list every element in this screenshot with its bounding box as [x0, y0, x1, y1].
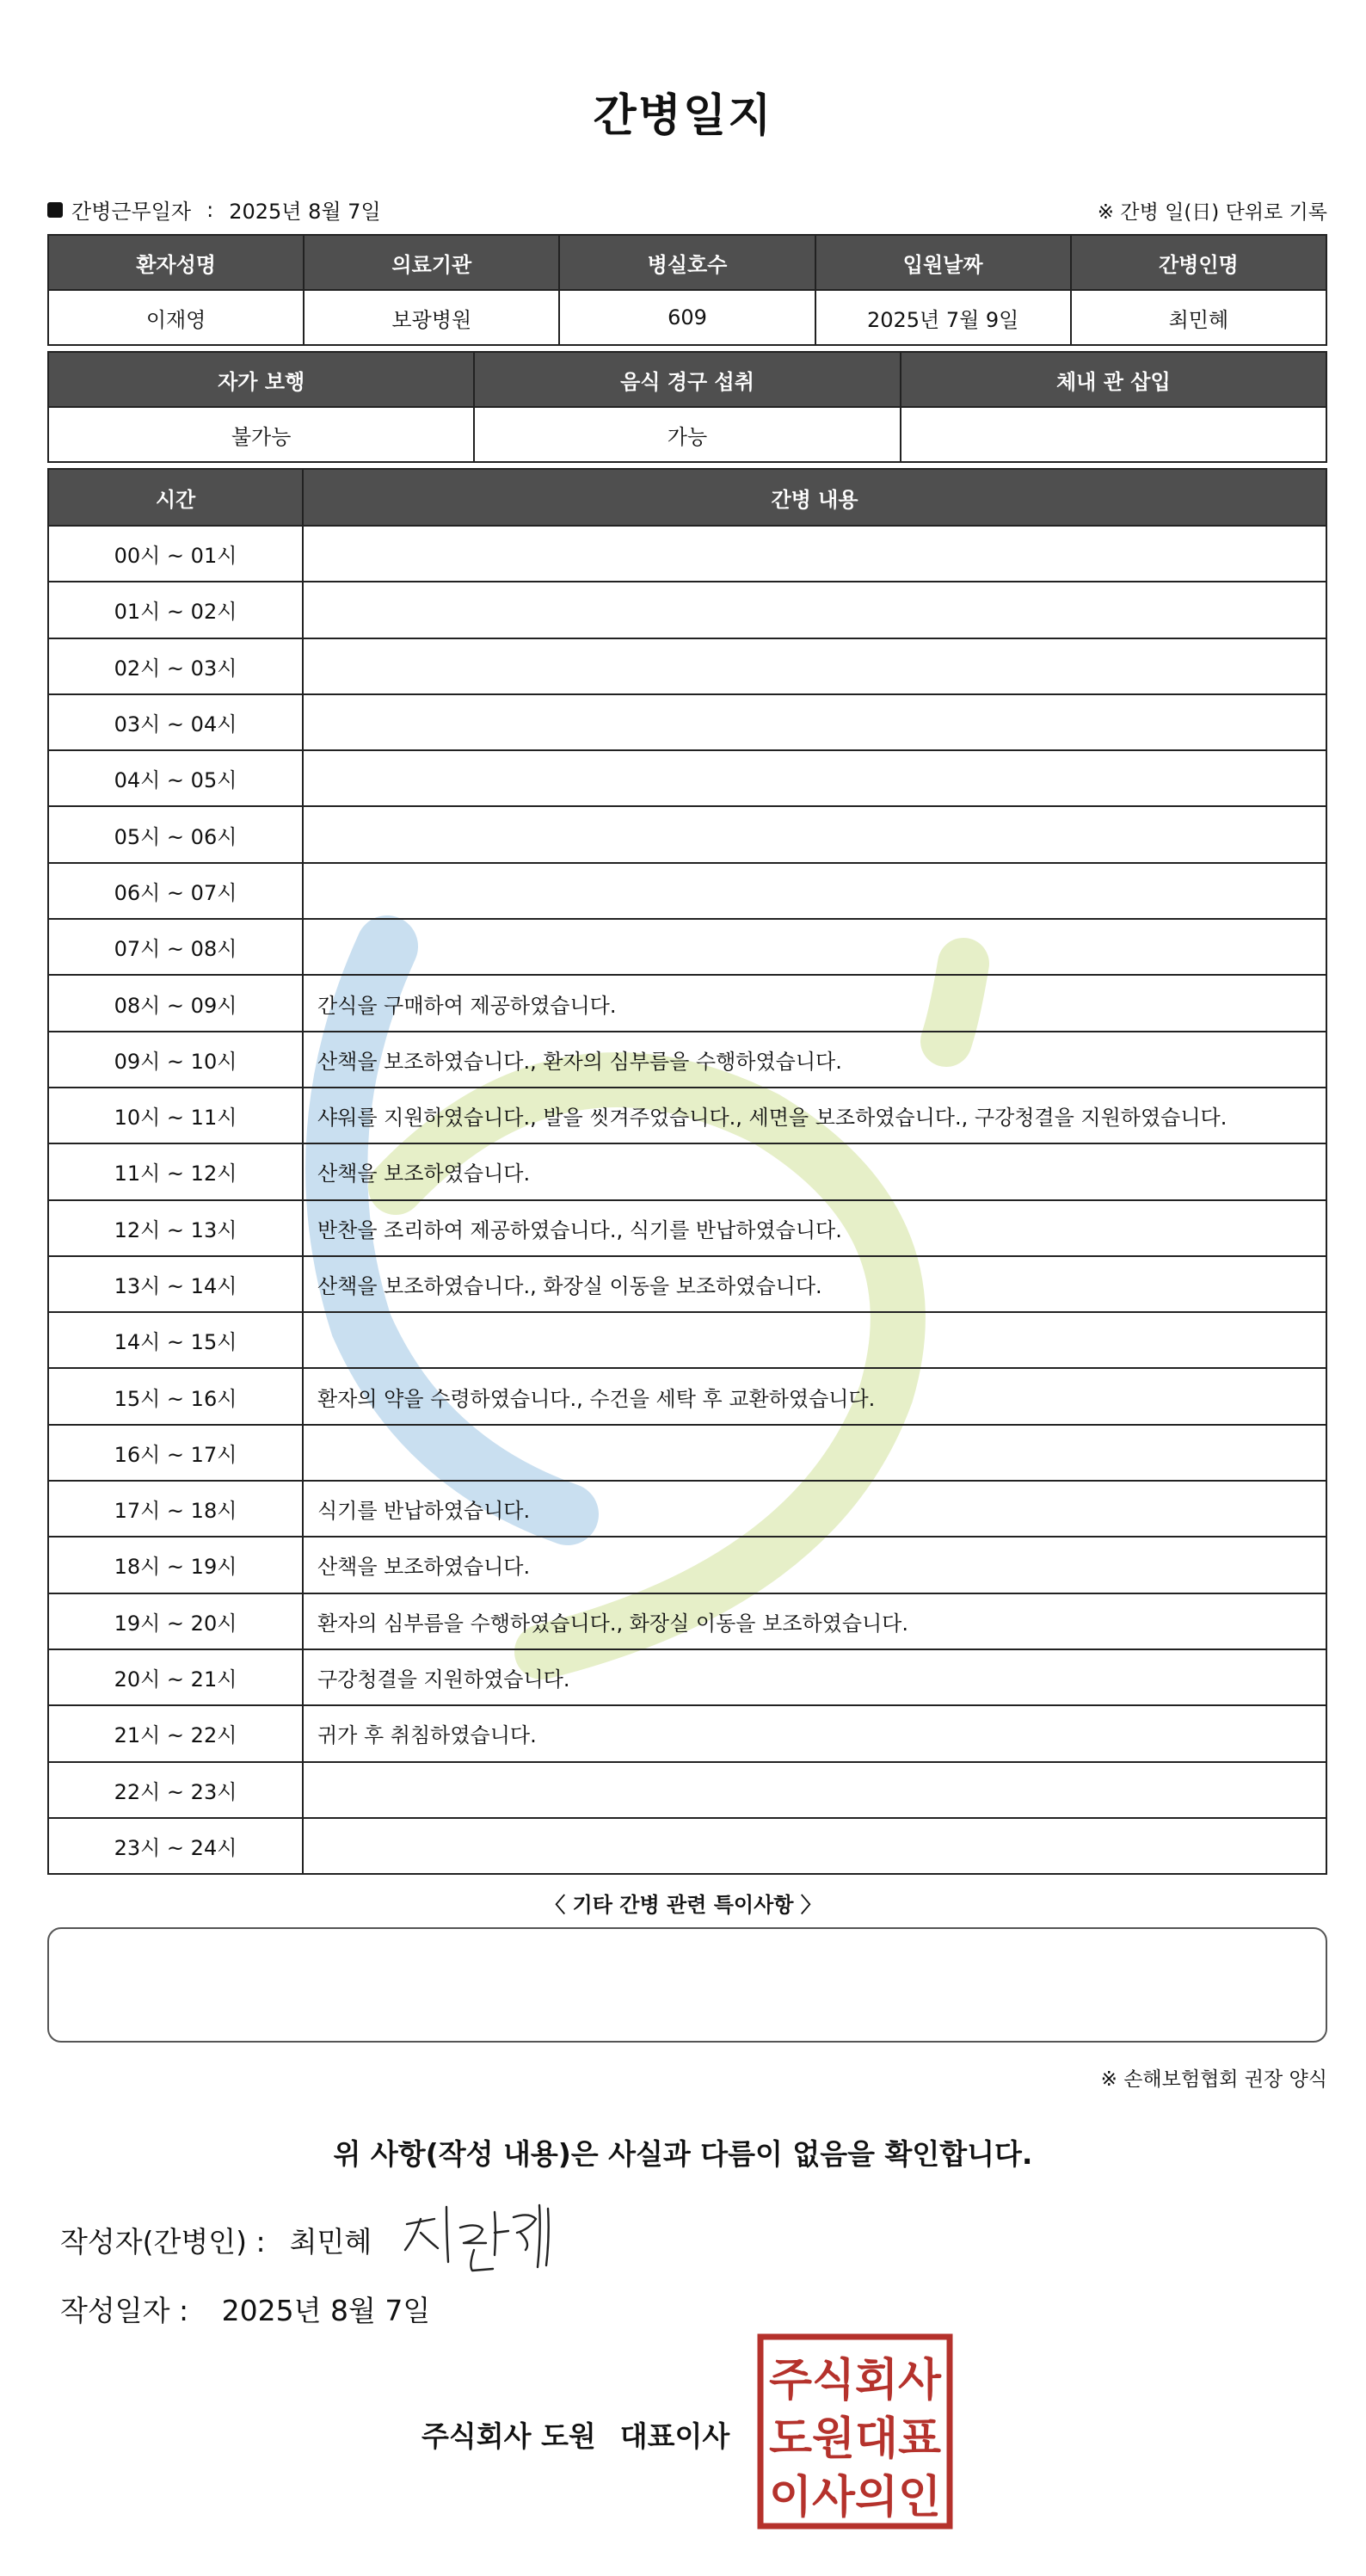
- log-content: [303, 806, 1326, 862]
- written-date-value: 2025년 8월 7일: [221, 2294, 431, 2327]
- special-notes-box: [47, 1927, 1327, 2043]
- log-content: [303, 1818, 1326, 1874]
- log-content: 환자의 약을 수령하였습니다., 수건을 세탁 후 교환하였습니다.: [303, 1368, 1326, 1424]
- confirmation-statement: 위 사항(작성 내용)은 사실과 다름이 없음을 확인합니다.: [333, 2137, 1033, 2171]
- log-time: 23시 ~ 24시: [48, 1818, 303, 1874]
- caregiver-name: 최민혜: [1071, 290, 1326, 345]
- log-row: [48, 1537, 1326, 1593]
- company-role: 대표이사: [619, 2419, 730, 2453]
- log-header-row: [48, 469, 1326, 526]
- log-time: 19시 ~ 20시: [48, 1593, 303, 1649]
- log-time: 00시 ~ 01시: [48, 526, 303, 582]
- header-care-content: 간병 내용: [303, 469, 1326, 526]
- log-content: 식기를 반납하였습니다.: [303, 1481, 1326, 1537]
- log-row: [48, 1032, 1326, 1088]
- log-body: [48, 526, 1326, 1874]
- record-unit-note: ※ 간병 일(日) 단위로 기록: [1097, 201, 1327, 224]
- log-content: [303, 694, 1326, 750]
- header-self-walking: 자가 보행: [48, 352, 474, 407]
- company-signature-line: [421, 2414, 729, 2455]
- log-content: [303, 1312, 1326, 1368]
- log-time: 04시 ~ 05시: [48, 750, 303, 806]
- square-bullet-icon: [47, 202, 63, 218]
- work-date-row: [47, 191, 1327, 225]
- patient-info-value-row: [48, 290, 1326, 345]
- header-time: 시간: [48, 469, 303, 526]
- log-row: [48, 1143, 1326, 1199]
- log-row: [48, 1649, 1326, 1705]
- log-content: [303, 526, 1326, 582]
- patient-status-table: [47, 351, 1327, 463]
- tube-insertion-value: [901, 407, 1326, 462]
- log-row: [48, 694, 1326, 750]
- log-content: 샤워를 지원하였습니다., 발을 씻겨주었습니다., 세면을 보조하였습니다., 구강청결을 지원하였습니다.: [303, 1088, 1326, 1143]
- log-time: 14시 ~ 15시: [48, 1312, 303, 1368]
- log-time: 20시 ~ 21시: [48, 1649, 303, 1705]
- header-caregiver-name: 간병인명: [1071, 235, 1326, 290]
- log-content: [303, 1762, 1326, 1818]
- log-row: [48, 750, 1326, 806]
- log-time: 08시 ~ 09시: [48, 975, 303, 1031]
- log-row: [48, 1762, 1326, 1818]
- company-name: 주식회사 도원: [421, 2419, 596, 2453]
- header-oral-intake: 음식 경구 섭취: [474, 352, 900, 407]
- log-row: [48, 806, 1326, 862]
- hospital-name: 보광병원: [304, 290, 559, 345]
- log-time: 17시 ~ 18시: [48, 1481, 303, 1537]
- log-time: 05시 ~ 06시: [48, 806, 303, 862]
- work-date-label: 간병근무일자: [71, 200, 192, 224]
- work-date-colon: :: [206, 197, 214, 222]
- log-content: [303, 919, 1326, 975]
- log-content: 산책을 보조하였습니다., 환자의 심부름을 수행하였습니다.: [303, 1032, 1326, 1088]
- log-time: 13시 ~ 14시: [48, 1256, 303, 1312]
- log-row: [48, 1593, 1326, 1649]
- log-row: [48, 1312, 1326, 1368]
- log-time: 22시 ~ 23시: [48, 1762, 303, 1818]
- written-date-label: 작성일자 :: [60, 2294, 189, 2327]
- log-row: [48, 1425, 1326, 1481]
- log-time: 18시 ~ 19시: [48, 1537, 303, 1593]
- seal-line-3: 이사의인: [769, 2472, 941, 2524]
- log-content: [303, 638, 1326, 694]
- special-notes-title: 〈 기타 간병 관련 특이사항 〉: [545, 1893, 821, 1917]
- log-row: [48, 1818, 1326, 1874]
- writer-name: 최민혜: [289, 2225, 372, 2259]
- header-tube-insertion: 체내 관 삽입: [901, 352, 1326, 407]
- work-date-value: 2025년 8월 7일: [229, 200, 381, 224]
- log-content: 산책을 보조하였습니다.: [303, 1143, 1326, 1199]
- self-walking-value: 불가능: [48, 407, 474, 462]
- log-content: [303, 1425, 1326, 1481]
- patient-info-header-row: [48, 235, 1326, 290]
- header-patient-name: 환자성명: [48, 235, 304, 290]
- log-time: 11시 ~ 12시: [48, 1143, 303, 1199]
- log-time: 01시 ~ 02시: [48, 582, 303, 638]
- log-row: [48, 1256, 1326, 1312]
- log-row: [48, 582, 1326, 638]
- log-row: [48, 919, 1326, 975]
- header-hospital: 의료기관: [304, 235, 559, 290]
- company-seal-stamp: [757, 2333, 953, 2530]
- patient-info-table: [47, 234, 1327, 346]
- form-source-footnote: ※ 손해보험협회 권장 양식: [1100, 2068, 1327, 2091]
- log-row: [48, 1481, 1326, 1537]
- log-content: [303, 863, 1326, 919]
- log-time: 16시 ~ 17시: [48, 1425, 303, 1481]
- log-time: 12시 ~ 13시: [48, 1200, 303, 1256]
- log-time: 02시 ~ 03시: [48, 638, 303, 694]
- log-content: [303, 750, 1326, 806]
- log-row: [48, 1200, 1326, 1256]
- header-room-number: 병실호수: [559, 235, 815, 290]
- writer-label: 작성자(간병인) :: [60, 2225, 266, 2259]
- header-admission-date: 입원날짜: [815, 235, 1071, 290]
- log-content: 간식을 구매하여 제공하였습니다.: [303, 975, 1326, 1031]
- log-time: 21시 ~ 22시: [48, 1705, 303, 1761]
- log-row: [48, 975, 1326, 1031]
- log-time: 15시 ~ 16시: [48, 1368, 303, 1424]
- status-header-row: [48, 352, 1326, 407]
- status-value-row: [48, 407, 1326, 462]
- oral-intake-value: 가능: [474, 407, 900, 462]
- room-number: 609: [559, 290, 815, 345]
- log-row: [48, 526, 1326, 582]
- page-title: 간병일지: [593, 90, 773, 142]
- log-content: 귀가 후 취침하였습니다.: [303, 1705, 1326, 1761]
- log-content: 환자의 심부름을 수행하였습니다., 화장실 이동을 보조하였습니다.: [303, 1593, 1326, 1649]
- log-time: 06시 ~ 07시: [48, 863, 303, 919]
- handwritten-signature: [400, 2198, 555, 2276]
- log-content: [303, 582, 1326, 638]
- log-content: 구강청결을 지원하였습니다.: [303, 1649, 1326, 1705]
- log-time: 03시 ~ 04시: [48, 694, 303, 750]
- admission-date: 2025년 7월 9일: [815, 290, 1071, 345]
- log-row: [48, 1088, 1326, 1143]
- written-date-row: [60, 2289, 430, 2329]
- writer-row: [60, 2220, 372, 2260]
- log-time: 10시 ~ 11시: [48, 1088, 303, 1143]
- work-date: [47, 194, 381, 225]
- log-time: 09시 ~ 10시: [48, 1032, 303, 1088]
- log-time: 07시 ~ 08시: [48, 919, 303, 975]
- log-content: 반찬을 조리하여 제공하였습니다., 식기를 반납하였습니다.: [303, 1200, 1326, 1256]
- log-content: 산책을 보조하였습니다., 화장실 이동을 보조하였습니다.: [303, 1256, 1326, 1312]
- hourly-care-log-table: [47, 468, 1327, 1875]
- seal-line-1: 주식회사: [769, 2355, 942, 2407]
- patient-name: 이재영: [48, 290, 304, 345]
- log-row: [48, 863, 1326, 919]
- log-content: 산책을 보조하였습니다.: [303, 1537, 1326, 1593]
- log-row: [48, 638, 1326, 694]
- seal-line-2: 도원대표: [769, 2413, 941, 2465]
- log-row: [48, 1368, 1326, 1424]
- log-row: [48, 1705, 1326, 1761]
